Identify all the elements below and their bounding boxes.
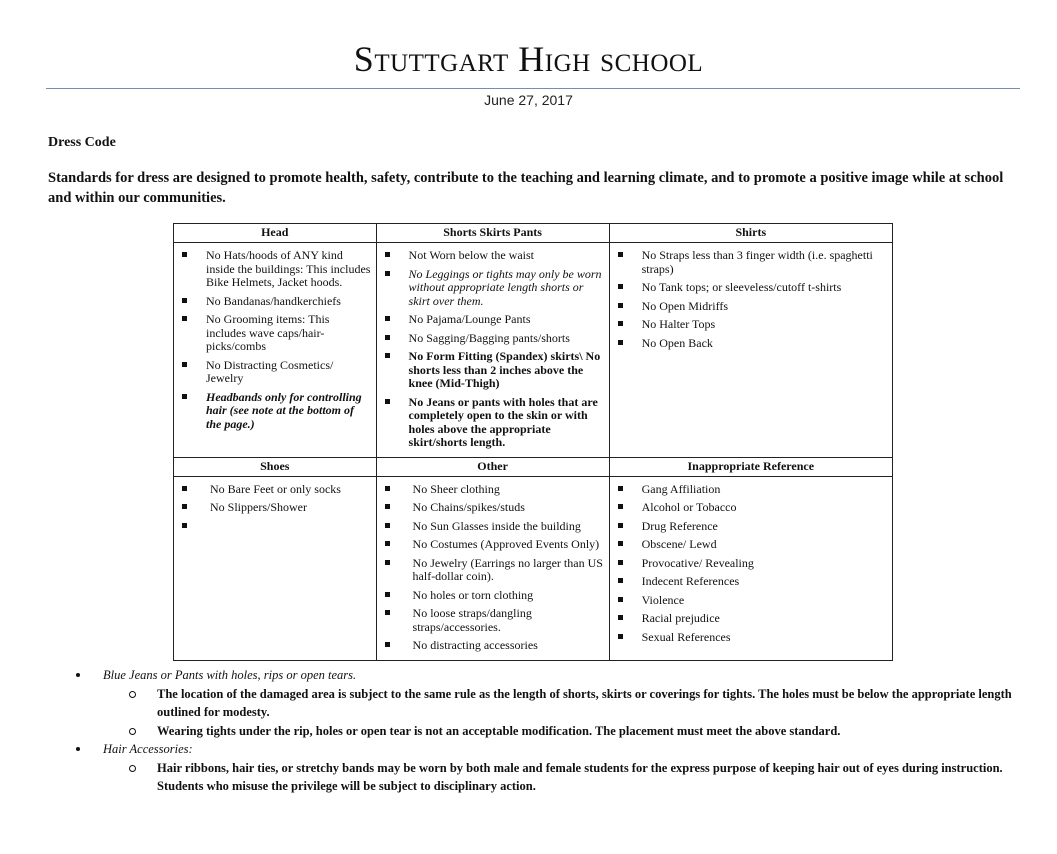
- circle-bullet-icon: [129, 728, 136, 735]
- square-bullet-icon: [618, 486, 623, 491]
- list-item-text: No Sagging/Bagging pants/shorts: [408, 330, 570, 345]
- column-header-inappropriate-reference: Inappropriate Reference: [609, 457, 892, 476]
- list-item: [385, 607, 605, 634]
- square-bullet-icon: [618, 321, 623, 326]
- square-bullet-icon: [618, 523, 623, 528]
- list-item: [385, 557, 605, 584]
- square-bullet-icon: [385, 271, 390, 276]
- column-header-shorts-skirts-pants: Shorts Skirts Pants: [376, 224, 609, 243]
- square-bullet-icon: [618, 252, 623, 257]
- dress-code-table: [173, 223, 893, 661]
- list-item-text: Racial prejudice: [641, 611, 720, 625]
- list-item: [618, 557, 888, 571]
- cell-other: [376, 476, 609, 660]
- list-item-text: No Distracting Cosmetics/ Jewelry: [206, 357, 334, 385]
- square-bullet-icon: [182, 316, 187, 321]
- list-item-text: Alcohol or Tobacco: [641, 500, 737, 514]
- note-item: [72, 722, 1022, 740]
- list-item-text: Provocative/ Revealing: [641, 555, 754, 570]
- list-item: [182, 295, 372, 309]
- list-item-text: No Sun Glasses inside the building: [412, 518, 581, 533]
- list-item: [618, 501, 888, 515]
- note-heading: [72, 666, 1022, 684]
- column-header-shoes: Shoes: [174, 457, 377, 476]
- list-item-text: No Bandanas/handkerchiefs: [206, 293, 341, 308]
- column-header-shirts: Shirts: [609, 224, 892, 243]
- note-text: Hair ribbons, hair ties, or stretchy bands may be worn by both male and female students for the express purpose of keeping hair out of eyes during instruction. Students who misuse the privilege will be subject to disciplinary action.: [157, 761, 1003, 793]
- notes-section: [72, 666, 1022, 795]
- square-bullet-icon: [618, 560, 623, 565]
- list-item: [618, 337, 888, 351]
- square-bullet-icon: [618, 541, 623, 546]
- list-item: [618, 483, 888, 497]
- square-bullet-icon: [385, 486, 390, 491]
- list-item-text: No Leggings or tights may only be worn without appropriate length shorts or skirt over them.: [408, 266, 602, 308]
- square-bullet-icon: [385, 523, 390, 528]
- list-item: [618, 612, 888, 626]
- list-item-text: Drug Reference: [641, 518, 718, 533]
- list-item-text: No Form Fitting (Spandex) skirts\ No shorts less than 2 inches above the knee (Mid-Thigh): [408, 349, 601, 390]
- list-item: [182, 359, 372, 386]
- list-item-text: Gang Affiliation: [641, 481, 721, 496]
- list-item-text: No Slippers/Shower: [210, 500, 307, 514]
- title-rest: High school: [518, 39, 704, 79]
- list-item-text: No Straps less than 3 finger width (i.e. spaghetti straps): [641, 248, 873, 276]
- square-bullet-icon: [385, 541, 390, 546]
- column-header-other: Other: [376, 457, 609, 476]
- list-item: [385, 589, 605, 603]
- list-item: [385, 332, 605, 346]
- note-title: Blue Jeans or Pants with holes, rips or open tears.: [103, 668, 357, 682]
- list-item-text: Headbands only for controlling hair (see note at the bottom of the page.): [206, 389, 362, 431]
- list-item-text: No loose straps/dangling straps/accessories.: [412, 606, 532, 634]
- list-item: [385, 249, 605, 263]
- list-item: [385, 538, 605, 552]
- list-item-text: No Tank tops; or sleeveless/cutoff t-shirts: [641, 280, 842, 294]
- list-item-text: Indecent References: [641, 574, 740, 588]
- square-bullet-icon: [385, 610, 390, 615]
- square-bullet-icon: [618, 303, 623, 308]
- list-item-text: No Sheer clothing: [412, 481, 500, 496]
- list-item-text: No Costumes (Approved Events Only): [412, 537, 600, 551]
- square-bullet-icon: [385, 592, 390, 597]
- list-item: [385, 350, 605, 391]
- circle-bullet-icon: [129, 691, 136, 698]
- list-item-text: No Jeans or pants with holes that are completely open to the skin or with holes above the appropriate skirt/shorts length.: [408, 394, 598, 449]
- square-bullet-icon: [182, 298, 187, 303]
- cell-shoes: [174, 476, 377, 660]
- circle-bullet-icon: [129, 765, 136, 772]
- square-bullet-icon: [618, 597, 623, 602]
- list-item-text: No distracting accessories: [412, 638, 538, 652]
- square-bullet-icon: [182, 486, 187, 491]
- cell-shorts-skirts-pants: [376, 243, 609, 458]
- list-item: [618, 594, 888, 608]
- list-item-text: Violence: [641, 592, 685, 607]
- list-item: [618, 318, 888, 332]
- list-item-text: No Grooming items: This includes wave caps/hair-picks/combs: [206, 312, 330, 353]
- table-header-row: [174, 224, 893, 243]
- square-bullet-icon: [618, 615, 623, 620]
- bullet-icon: [76, 673, 80, 677]
- header-divider: [46, 88, 1020, 89]
- table-row: [174, 243, 893, 458]
- document-date: June 27, 2017: [484, 92, 573, 108]
- square-bullet-icon: [618, 504, 623, 509]
- list-item: [182, 501, 372, 515]
- table-row: [174, 476, 893, 660]
- note-item: [72, 759, 1022, 795]
- list-item: [618, 631, 888, 645]
- list-item-text: Not Worn below the waist: [408, 248, 534, 262]
- square-bullet-icon: [385, 335, 390, 340]
- list-item-text: No Open Back: [641, 335, 713, 350]
- square-bullet-icon: [385, 252, 390, 257]
- note-text: The location of the damaged area is subject to the same rule as the length of shorts, skirts or coverings for tights. The holes must be below the appropriate length outlined for modesty.: [157, 687, 1012, 719]
- list-item: [385, 501, 605, 515]
- square-bullet-icon: [385, 316, 390, 321]
- list-item-text: No Jewelry (Earrings no larger than US half-dollar coin).: [412, 555, 603, 583]
- list-item-text: Sexual References: [641, 629, 731, 644]
- square-bullet-icon: [385, 504, 390, 509]
- square-bullet-icon: [182, 252, 187, 257]
- table-header-row: [174, 457, 893, 476]
- list-item: [618, 249, 888, 276]
- cell-shirts: [609, 243, 892, 458]
- list-item: [182, 483, 372, 497]
- document-title: [0, 38, 1057, 80]
- note-item: [72, 685, 1022, 721]
- square-bullet-icon: [618, 634, 623, 639]
- list-item-text: No holes or torn clothing: [412, 587, 534, 602]
- bullet-icon: [76, 747, 80, 751]
- square-bullet-icon: [385, 399, 390, 404]
- note-title: Hair Accessories:: [103, 742, 193, 756]
- list-item: [385, 483, 605, 497]
- square-bullet-icon: [618, 578, 623, 583]
- note-text: Wearing tights under the rip, holes or open tear is not an acceptable modification. The placement must meet the above standard.: [157, 724, 841, 738]
- list-item: [385, 639, 605, 653]
- list-item: [618, 520, 888, 534]
- list-item-text: Obscene/ Lewd: [641, 537, 717, 551]
- cell-head: [174, 243, 377, 458]
- list-item: [385, 396, 605, 450]
- list-item: [618, 300, 888, 314]
- list-item-text: No Hats/hoods of ANY kind inside the buildings: This includes Bike Helmets, Jacket hoods.: [206, 248, 371, 289]
- list-item-text: No Open Midriffs: [641, 298, 729, 313]
- list-item: [182, 391, 372, 432]
- list-item: [385, 268, 605, 309]
- square-bullet-icon: [385, 353, 390, 358]
- square-bullet-icon: [385, 560, 390, 565]
- square-bullet-icon: [618, 340, 623, 345]
- intro-paragraph: Standards for dress are designed to promote health, safety, contribute to the teaching and learning climate, and to promote a positive image while at school and within our communities.: [48, 170, 1004, 206]
- column-header-head: Head: [174, 224, 377, 243]
- list-item: [182, 249, 372, 290]
- list-item-text: No Halter Tops: [641, 317, 716, 331]
- list-item: [385, 313, 605, 327]
- square-bullet-icon: [618, 284, 623, 289]
- list-item-text: No Chains/spikes/studs: [412, 500, 525, 514]
- note-heading: [72, 740, 1022, 758]
- square-bullet-icon: [182, 504, 187, 509]
- list-item-text: No Bare Feet or only socks: [210, 481, 341, 496]
- list-item: [618, 538, 888, 552]
- list-item-text: No Pajama/Lounge Pants: [408, 312, 531, 326]
- square-bullet-icon: [385, 642, 390, 647]
- square-bullet-icon: [182, 362, 187, 367]
- title-first-word: Stuttgart: [353, 39, 509, 79]
- section-heading: Dress Code: [48, 135, 116, 150]
- square-bullet-icon: [182, 394, 187, 399]
- list-item: [385, 520, 605, 534]
- cell-inappropriate-reference: [609, 476, 892, 660]
- square-bullet-icon: [182, 523, 187, 528]
- list-item: [182, 313, 372, 354]
- list-item: [618, 281, 888, 295]
- list-item: [618, 575, 888, 589]
